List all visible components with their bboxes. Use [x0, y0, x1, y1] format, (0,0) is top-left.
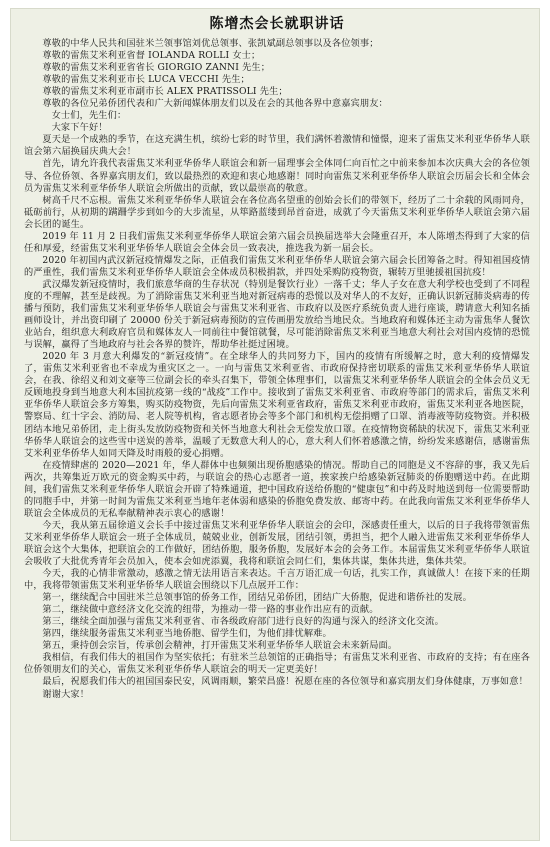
speech-paragraph: 尊敬的雷焦艾米利亚市长 LUCA VECCHI 先生；: [42, 74, 250, 86]
speech-paragraph: 树高千尺不忘根。雷焦艾米利亚华侨华人联谊会在各位高名望重的创始会长们的带领下，经历了二十余载的风雨同舟，砥砺前行，从初期的蹒跚学步到如今的大步流星，从筚路蓝缕到昂首奋进，成就了今天雷焦艾米利亚华侨华人联谊会第六届会长团的诞生。: [24, 194, 530, 230]
speech-paragraph: 我相信，有我们伟大的祖国作为坚实依托；有驻米兰总领馆的正确指导；有雷焦艾米利亚省、市政府的支持；有在座各位侨领朋友们的关心，雷焦艾米利亚华侨华人联谊会的明天一定更美好！: [24, 652, 530, 676]
speech-paragraph: 武汉爆发新冠疫情时，我们旅意华商的生存状况（特别是餐饮行业）一落千丈；华人子女在意大利学校也受到了不同程度的不理解，甚至是歧视。为了消除雷焦艾米利亚当地对新冠病毒的恐慌以及对华人的不友好，正确认识新冠肺炎病毒的传播与预防，我们雷焦艾米利亚华侨华人联谊会与雷焦艾米利亚省、市政府以及医疗系统负责人进行座谈，聘请意大利知名插画师设计，并出资印刷了 20000 份关于新冠病毒预防的宣传画册发放给当地民众。当地政府和媒体还主动为雷焦华人餐饮业站台，组织意大利政府官员和媒体友人一同前往中餐馆就餐，尽可能消除雷焦艾米利亚当地意大利社会对国内疫情的恐慌与误解，赢得了当地政府与社会各界的赞许，帮助华社挺过困境。: [24, 278, 530, 351]
speech-paragraph: 2020 年 3 月意大利爆发的“新冠疫情”。在全球华人的共同努力下，国内的疫情有所缓解之时，意大利的疫情爆发了，雷焦艾米利亚省也不幸成为重灾区之一。一向与雷焦艾米利亚省、市政府保持密切联系的雷焦艾米利亚华侨华人联谊会，在我、徐绍义和刘文豪等三位副会长的牵头召集下，带领全体理事们，以雷焦艾米利亚华侨华人联谊会的全体会员义无反顾地投身到当地意大利本国抗疫第一线的“战疫”工作中。接收到了雷焦艾米利亚省、市政府等部门的需求后，雷焦艾米利亚华侨华人联谊会多方筹集，购买防疫物资，先后向雷焦艾米利亚省政府，雷焦艾米利亚市政府，雷焦艾米利亚各地医院，警察局、红十字会、消防局、老人院等机构，省志愿者协会等多个部门和机构无偿捐赠了口罩、消毒液等防疫物资。并积极团结本地兄弟侨团，走上街头发放防疫物资和关怀当地意大利社会无偿发放口罩。在疫情物资稀缺的状况下，雷焦艾米利亚华侨华人联谊会的这些雪中送炭的善举，温暖了无数意大利人的心，意大利人们怀着感激之情，纷纷发来感谢信，感谢雷焦艾米利亚华侨华人如同天降及时雨般的爱心捐赠。: [24, 351, 530, 459]
speech-paragraph: 最后，祝愿我们伟大的祖国国泰民安，风调雨顺，繁荣昌盛！祝愿在座的各位领导和嘉宾朋友们身体健康，万事如意！: [42, 676, 528, 688]
speech-paragraph: 第三，继续全面加强与雷焦艾米利亚省、市各级政府部门进行良好的沟通与深入的经济文化交流。: [42, 616, 444, 628]
speech-paragraph: 第四，继续服务雷焦艾米利亚当地侨胞、留学生们，为他们排忧解难。: [42, 628, 332, 640]
speech-paragraph: 夏天是一个成熟的季节，在这充满生机，缤纷七彩的时节里，我们满怀着激情和憧憬，迎来了雷焦艾米利亚华侨华人联谊会第六届换届庆典大会！: [24, 134, 530, 158]
speech-paragraph: 2020 年初国内武汉新冠疫情爆发之际，正值我们雷焦艾米利亚华侨华人联谊会第六届会长团筹备之时。得知祖国疫情的严重性，我们雷焦艾米利亚华侨华人联谊会全体成员积极捐款，并四处采购防疫物资，辗转万里驰援祖国抗疫！: [24, 254, 530, 278]
speech-paragraph: 谢谢大家！: [42, 688, 90, 700]
speech-paragraph: 第二，继续做中意经济文化交流的纽带，为推动一带一路的事业作出应有的贡献。: [42, 604, 379, 616]
speech-paragraph: 今天，我的心情非常激动，感激之情无法用语言来表达。千言万语汇成一句话，扎实工作，真诚做人！在接下来的任期中，我将带领雷焦艾米利亚华侨华人联谊会围绕以下几点展开工作：: [24, 568, 530, 592]
speech-paragraph: 尊敬的各位兄弟侨团代表和广大新闻媒体朋友们以及在会的其他各界中意嘉宾朋友：: [42, 98, 388, 110]
speech-paragraph: 2019 年 11 月 2 日我们雷焦艾米利亚华侨华人联谊会第六届会员换届选举大会隆重召开，本人陈增杰得到了大家的信任和厚爱，经雷焦艾米利亚华侨华人联谊会全体会员一致表决，推选我为新一届会长。: [24, 230, 530, 254]
speech-document: [10, 8, 540, 841]
speech-paragraph: 大家下午好！: [51, 122, 108, 134]
speech-paragraph: 女士们，先生们：: [51, 110, 127, 122]
speech-paragraph: 第五，秉持创会宗旨，传承创会精神，打开雷焦艾米利亚华侨华人联谊会未来新局面。: [42, 640, 398, 652]
speech-paragraph: 尊敬的雷焦艾米利亚省省长 GIORGIO ZANNI 先生；: [42, 62, 271, 74]
speech-paragraph: 在疫情肆虐的 2020—2021 年，华人群体中也频频出现侨胞感染的情况。帮助自己的同胞是义不容辞的事，我又先后两次，共筹集近万欧元的资金购买中药，与联谊会的热心志愿者一道，挨家挨户给感染新冠肺炎的侨胞赠送中药。在此期间，我们雷焦艾米利亚华侨华人联谊会开辟了特殊通道，把中国政府送给侨胞的“健康包”和中药及时地送到每一位需要帮助的同胞手中，并第一时间为雷焦艾米利亚当地年老体弱和感染的侨胞免费发放、邮寄中药。在此我向雷焦艾米利亚华侨华人联谊会全体成员的无私奉献精神表示衷心的感谢！: [24, 459, 530, 519]
speech-paragraph: 尊敬的雷焦艾米利亚市副市长 ALEX PRATISSOLI 先生；: [42, 86, 288, 98]
speech-body: [24, 38, 530, 701]
speech-paragraph: 首先，请允许我代表雷焦艾米利亚华侨华人联谊会和新一届理事会全体同仁向百忙之中前来参加本次庆典大会的各位领导、各位侨领、各界嘉宾朋友们，致以最热烈的欢迎和衷心地感谢！同时向雷焦艾米利亚华侨华人联谊会历届会长和全体会员为雷焦艾米利亚华侨华人联谊会所做出的贡献，致以最崇高的敬意。: [24, 158, 530, 194]
speech-paragraph: 尊敬的中华人民共和国驻米兰领事馆刘优总领事、张凯斌副总领事以及各位领事；: [42, 38, 379, 49]
speech-paragraph: 第一，继续配合中国驻米兰总领事馆的侨务工作，团结兄弟侨团，团结广大侨胞，促进和谐侨社的发展。: [42, 592, 472, 604]
speech-paragraph: 今天，我从第五届徐道义会长手中接过雷焦艾米利亚华侨华人联谊会的会印，深感责任重大，以后的日子我将带领雷焦艾米利亚华侨华人联谊会一班子全体成员，兢兢业业，创新发展，团结引领，勇担当，把个人融入进雷焦艾米利亚华侨华人联谊会这个大集体，把联谊会的工作做好，团结侨胞，服务侨胞，发展好本会的会务工作。本届雷焦艾米利亚华侨华人联谊会吸收了大批优秀青年会员加入，使本会如虎添翼，我将和联谊会同仁们，集体共谋，集体共进，集体共荣。: [24, 519, 530, 568]
speech-paragraph: 尊敬的雷焦艾米利亚省督 IOLANDA ROLLI 女士；: [42, 50, 261, 62]
document-title: 陈增杰会长就职讲话: [209, 16, 345, 32]
